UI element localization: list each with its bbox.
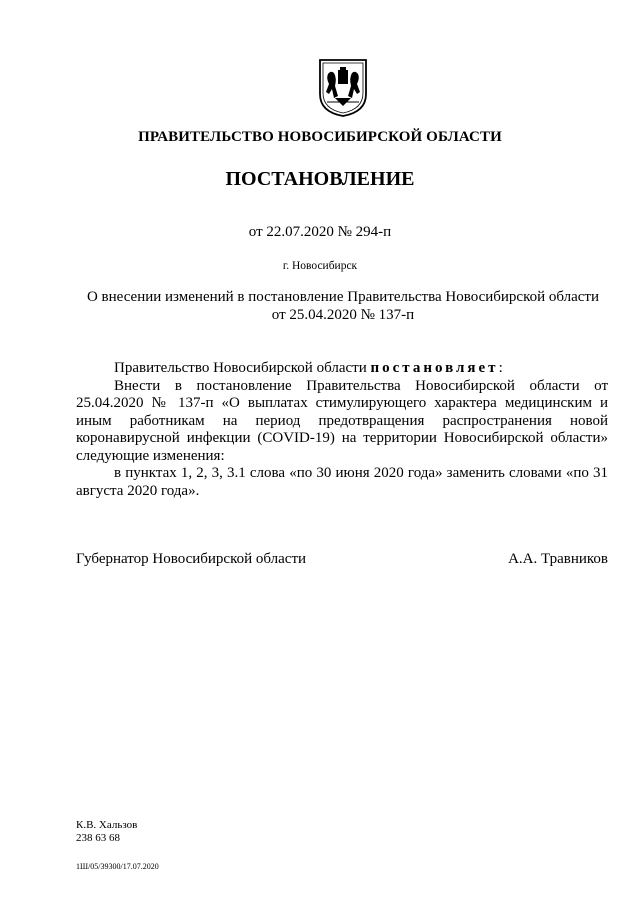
document-type-title: ПОСТАНОВЛЕНИЕ — [225, 168, 415, 190]
resolves-keyword: постановляет — [370, 360, 499, 376]
coat-of-arms-icon — [317, 58, 369, 118]
executor-name: К.В. Хальзов — [76, 819, 138, 831]
document-reference-code: 1Ш/05/39300/17.07.2020 — [76, 862, 159, 871]
city-line: г. Новосибирск — [282, 260, 358, 272]
date-number-line: от 22.07.2020 № 294-п — [248, 224, 392, 240]
resolves-prefix: Правительство Новосибирской области — [114, 360, 371, 376]
signatory-position: Губернатор Новосибирской области — [76, 551, 307, 567]
subject-line-1: О внесении изменений в постановление Правительства Новосибирской области — [86, 289, 600, 305]
executor-phone: 238 63 68 — [76, 832, 120, 844]
body-paragraph-resolves — [76, 360, 608, 378]
subject-line-2: от 25.04.2020 № 137-п — [271, 307, 415, 323]
signatory-name: А.А. Травников — [508, 551, 608, 567]
organization-title: ПРАВИТЕЛЬСТВО НОВОСИБИРСКОЙ ОБЛАСТИ — [138, 129, 502, 145]
resolves-suffix: : — [498, 360, 503, 376]
document-body — [76, 360, 608, 500]
body-paragraph-amend: Внести в постановление Правительства Новосибирской области от 25.04.2020 № 137-п «О выплатах стимулирующего характера медицинским и иным работникам на период предотвращения распространения новой коронавирусной инфекции (COVID-19) на территории Новосибирской области» следующие изменения: — [76, 377, 608, 464]
document-subject — [60, 288, 626, 324]
body-paragraph-change: в пунктах 1, 2, 3, 3.1 слова «по 30 июня 2020 года» заменить словами «по 31 августа 2020 года». — [76, 465, 608, 499]
